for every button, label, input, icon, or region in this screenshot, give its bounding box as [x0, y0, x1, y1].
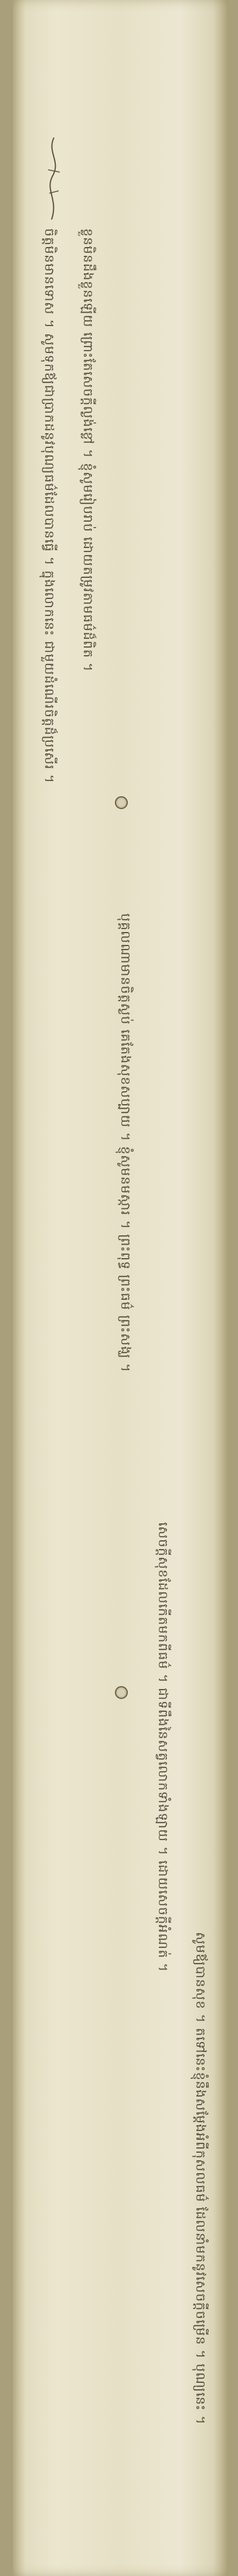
leaf-right-edge — [227, 0, 238, 2576]
string-hole — [115, 1686, 128, 1699]
manuscript-line-5: សូមឪ្យបានសុខ ។ តទៅនេះខ្ញុំនឹងសម្តែងអំពីកុសលធម៌ ដែលនាំមកនូវសេចក្តីចម្រើន ។ បុណ្យនេះ ។ — [193, 1932, 208, 2425]
handwritten-mark-icon — [42, 135, 66, 222]
manuscript-line-2: ខ្លួនមិនដឹងខ្លួនឡើយ ព្រោះតែសេចក្តីល្ងង់ខ្លៅ ។ ខ្ញុំសូមរៀបរាប់ ដោយតម្រូវតាមធម៌ដ៏ពិត ។ — [80, 228, 95, 672]
leaf-left-edge — [0, 0, 13, 2576]
manuscript-line-1: ចិត្តមិនមានទោស ។ សូមទុកឪ្យជាប្រាកដនូវបុណ្យធម៌ដែលបានធ្វើ ។ ក្នុងលោកនេះ ជាមួយដំណើរចិត្តដ៏ប្រសើរ ។ — [42, 228, 56, 784]
manuscript-line-3: បុគ្គលណាមានចិត្តស្ងប់ គេតែងសុខសប្បាយ ។ ខ្ញុំសូមនមស្ការ ។ ព្រះពុទ្ធ ព្រះធម៌ ព្រះសង្ឃ ។ — [118, 913, 132, 1373]
palm-leaf-page — [13, 0, 227, 2576]
string-hole — [115, 796, 128, 809]
manuscript-line-4: សេចក្តីសុខដែលកើតមកពីធម៌ ។ ជាទីពឹងនៃសត្វលោកទាំងឡាយ ។ ដោយសេចក្តីអំណត់ ។ — [155, 1522, 170, 1972]
